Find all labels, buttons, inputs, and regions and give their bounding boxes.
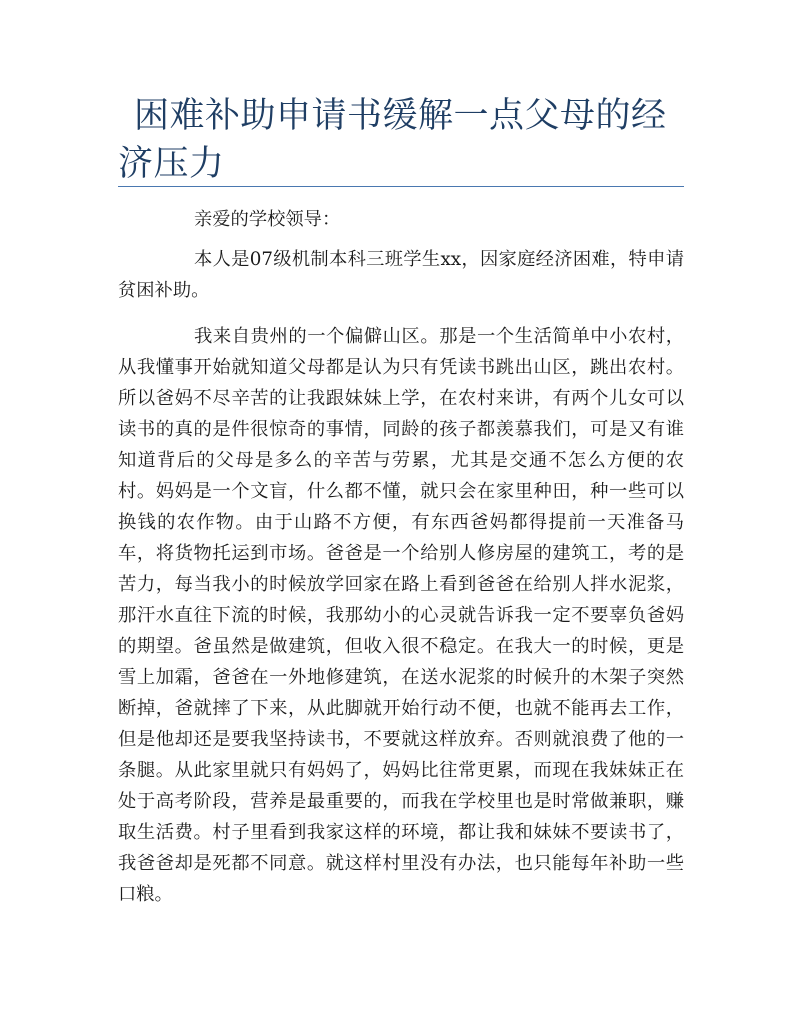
- title-underline: [118, 186, 684, 187]
- intro-paragraph: 本人是07级机制本科三班学生xx，因家庭经济困难，特申请贫困补助。: [118, 249, 684, 301]
- salutation-paragraph: 亲爱的学校领导：: [194, 209, 341, 230]
- background-paragraph: 我来自贵州的一个偏僻山区。那是一个生活简单中小农村，从我懂事开始就知道父母都是认为只有凭读书跳出山区，跳出农村。所以爸妈不尽辛苦的让我跟妹妹上学，在农村来讲，有两个儿女可以读书的真的是件很惊奇的事情，同龄的孩子都羡慕我们，可是又有谁知道背后的父母是多么的辛苦与劳累，尤其是交通不怎么方便的农村。妈妈是一个文盲，什么都不懂，就只会在家里种田，种一些可以换钱的农作物。由于山路不方便，有东西爸妈都得提前一天准备马车，将货物托运到市场。爸爸是一个给别人修房屋的建筑工，考的是苦力，每当我小的时候放学回家在路上看到爸爸在给别人拌水泥浆，那汗水直往下流的时候，我那幼小的心灵就告诉我一定不要辜负爸妈的期望。爸虽然是做建筑，但收入很不稳定。在我大一的时候，更是雪上加霜，爸爸在一外地修建筑，在送水泥浆的时候升的木架子突然断掉，爸就摔了下来，从此脚就开始行动不便，也就不能再去工作，但是他却还是要我坚持读书，不要就这样放弃。否则就浪费了他的一条腿。从此家里就只有妈妈了，妈妈比往常更累，而现在我妹妹正在处于高考阶段，营养是最重要的，而我在学校里也是时常做兼职，赚取生活费。村子里看到我家这样的环境，都让我和妹妹不要读书了，我爸爸却是死都不同意。就这样村里没有办法，也只能每年补助一些口粮。: [118, 326, 684, 905]
- document-title: 困难补助申请书缓解一点父母的经济压力: [118, 96, 667, 184]
- document-body: [118, 204, 684, 910]
